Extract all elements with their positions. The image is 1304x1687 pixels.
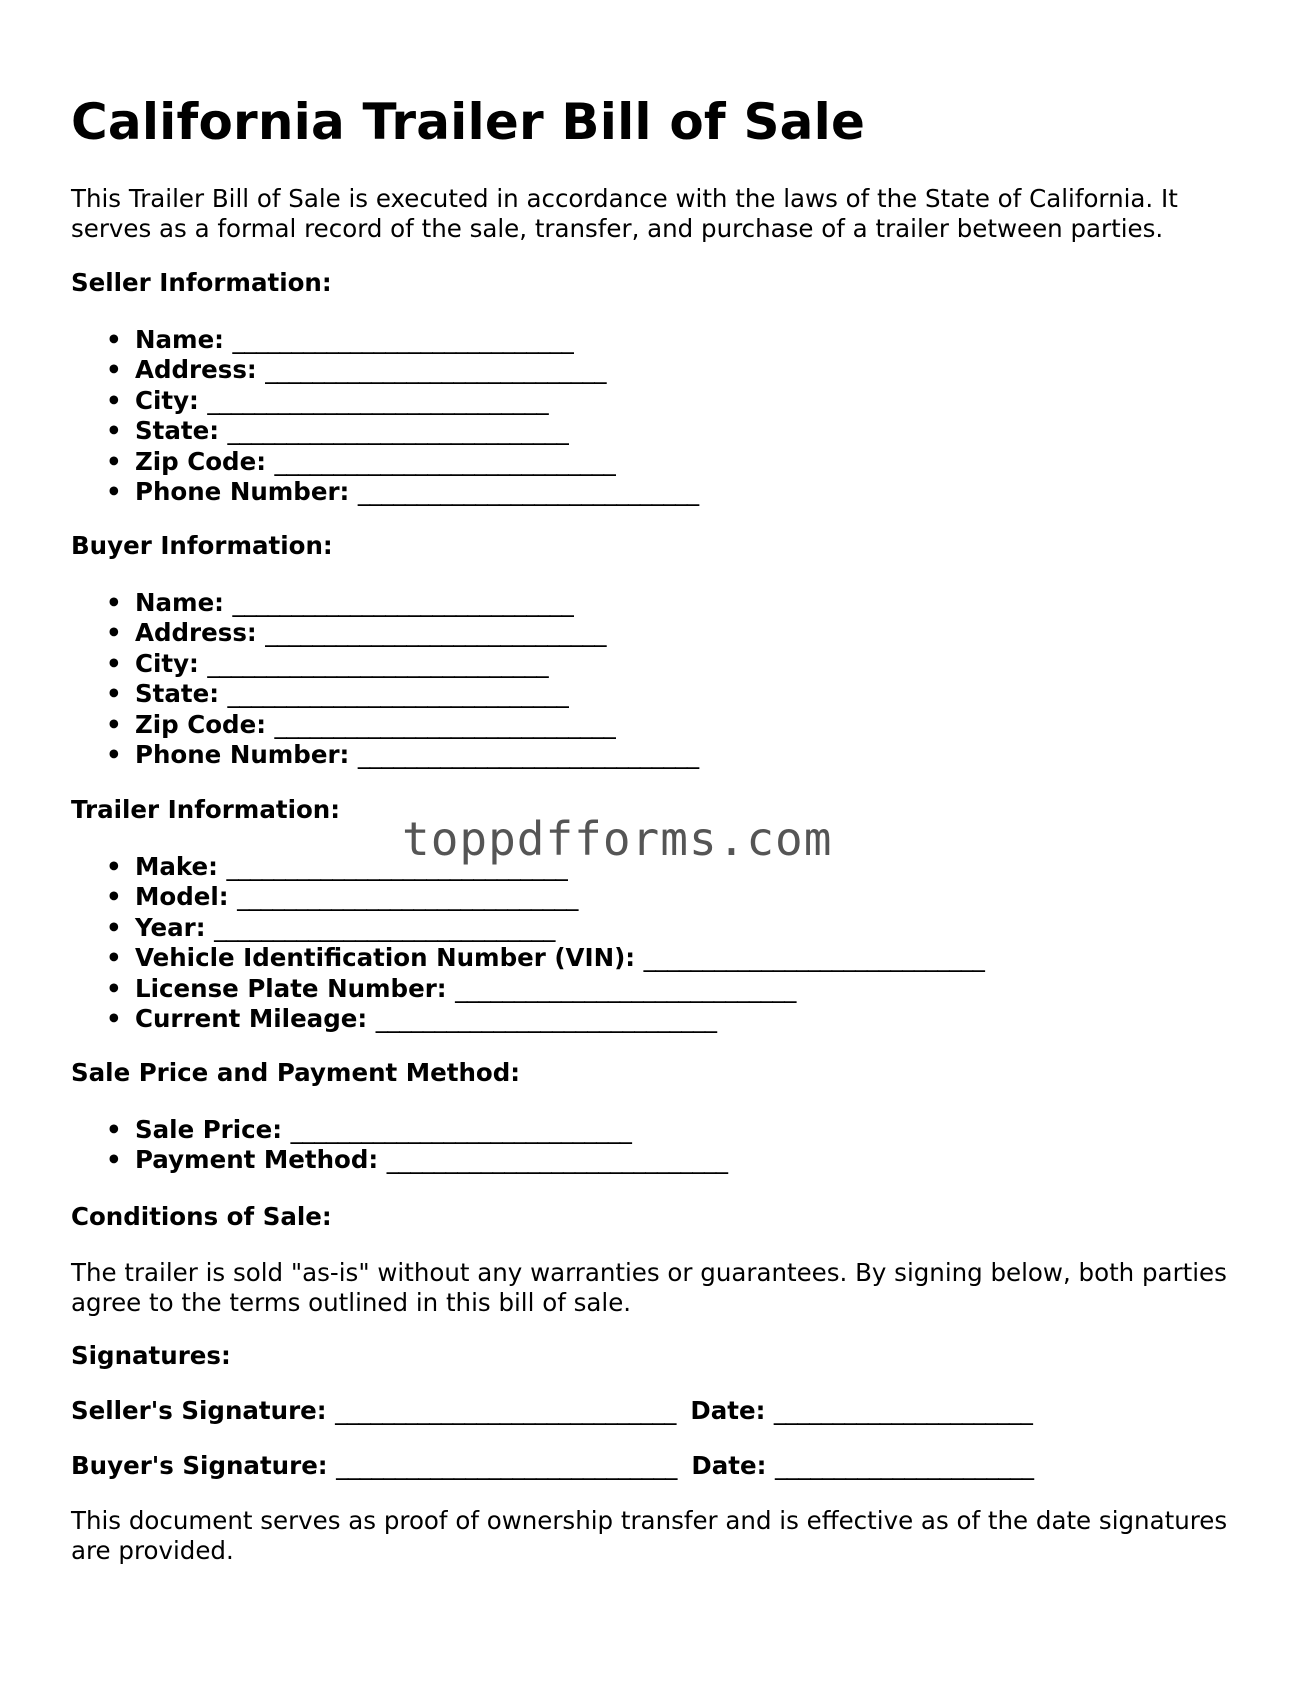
page-title: California Trailer Bill of Sale bbox=[71, 93, 866, 151]
conditions-paragraph: The trailer is sold "as-is" without any warranties or guarantees. By signing below, both parties agree to the terms outlined in this bill of sale. bbox=[71, 1258, 1227, 1317]
trailer-year-field[interactable]: • Year: _____________________________ bbox=[71, 913, 984, 943]
trailer-make-field[interactable]: • Make: _____________________________ bbox=[71, 852, 984, 882]
seller-signature-row bbox=[71, 1396, 1032, 1426]
buyer-heading: Buyer Information: bbox=[71, 531, 333, 560]
seller-zip-field[interactable]: • Zip Code: _____________________________ bbox=[71, 447, 699, 477]
seller-signature-label: Seller's Signature: bbox=[71, 1396, 327, 1425]
seller-signature-line[interactable]: _____________________________ bbox=[335, 1396, 676, 1425]
payment-method-field[interactable]: • Payment Method: _____________________________ bbox=[71, 1145, 727, 1175]
seller-fields bbox=[71, 325, 699, 507]
buyer-date-label: Date: bbox=[691, 1451, 767, 1480]
buyer-name-field[interactable]: • Name: _____________________________ bbox=[71, 588, 699, 618]
buyer-fields bbox=[71, 588, 699, 770]
watermark-text: toppdfforms.com bbox=[402, 812, 833, 866]
conditions-heading: Conditions of Sale: bbox=[71, 1202, 332, 1231]
buyer-address-field[interactable]: • Address: _____________________________ bbox=[71, 618, 699, 648]
seller-city-field[interactable]: • City: _____________________________ bbox=[71, 386, 699, 416]
buyer-signature-line[interactable]: _____________________________ bbox=[336, 1451, 677, 1480]
buyer-phone-field[interactable]: • Phone Number: _____________________________ bbox=[71, 740, 699, 770]
buyer-date-line[interactable]: ______________________ bbox=[774, 1451, 1034, 1480]
seller-address-field[interactable]: • Address: _____________________________ bbox=[71, 355, 699, 385]
seller-date-line[interactable]: ______________________ bbox=[773, 1396, 1033, 1425]
trailer-mileage-field[interactable]: • Current Mileage: _____________________________ bbox=[71, 1004, 984, 1034]
buyer-state-field[interactable]: • State: _____________________________ bbox=[71, 679, 699, 709]
seller-heading: Seller Information: bbox=[71, 268, 332, 297]
signatures-heading: Signatures: bbox=[71, 1341, 231, 1370]
intro-paragraph: This Trailer Bill of Sale is executed in accordance with the laws of the State of California. It serves as a formal record of the sale, transfer, and purchase of a trailer between parties. bbox=[71, 184, 1178, 243]
buyer-signature-label: Buyer's Signature: bbox=[71, 1451, 328, 1480]
sale-price-field[interactable]: • Sale Price: _____________________________ bbox=[71, 1115, 727, 1145]
payment-heading: Sale Price and Payment Method: bbox=[71, 1058, 521, 1087]
payment-fields bbox=[71, 1115, 727, 1176]
trailer-plate-field[interactable]: • License Plate Number: _____________________________ bbox=[71, 974, 984, 1004]
seller-state-field[interactable]: • State: _____________________________ bbox=[71, 416, 699, 446]
buyer-signature-row bbox=[71, 1451, 1033, 1481]
trailer-fields bbox=[71, 852, 984, 1034]
trailer-heading: Trailer Information: bbox=[71, 795, 341, 824]
seller-date-label: Date: bbox=[690, 1396, 766, 1425]
closing-paragraph: This document serves as proof of ownership transfer and is effective as of the date signatures are provided. bbox=[71, 1506, 1228, 1565]
trailer-model-field[interactable]: • Model: _____________________________ bbox=[71, 882, 984, 912]
seller-name-field[interactable]: • Name: _____________________________ bbox=[71, 325, 699, 355]
trailer-vin-field[interactable]: • Vehicle Identification Number (VIN): _____________________________ bbox=[71, 943, 984, 973]
buyer-zip-field[interactable]: • Zip Code: _____________________________ bbox=[71, 710, 699, 740]
buyer-city-field[interactable]: • City: _____________________________ bbox=[71, 649, 699, 679]
seller-phone-field[interactable]: • Phone Number: _____________________________ bbox=[71, 477, 699, 507]
